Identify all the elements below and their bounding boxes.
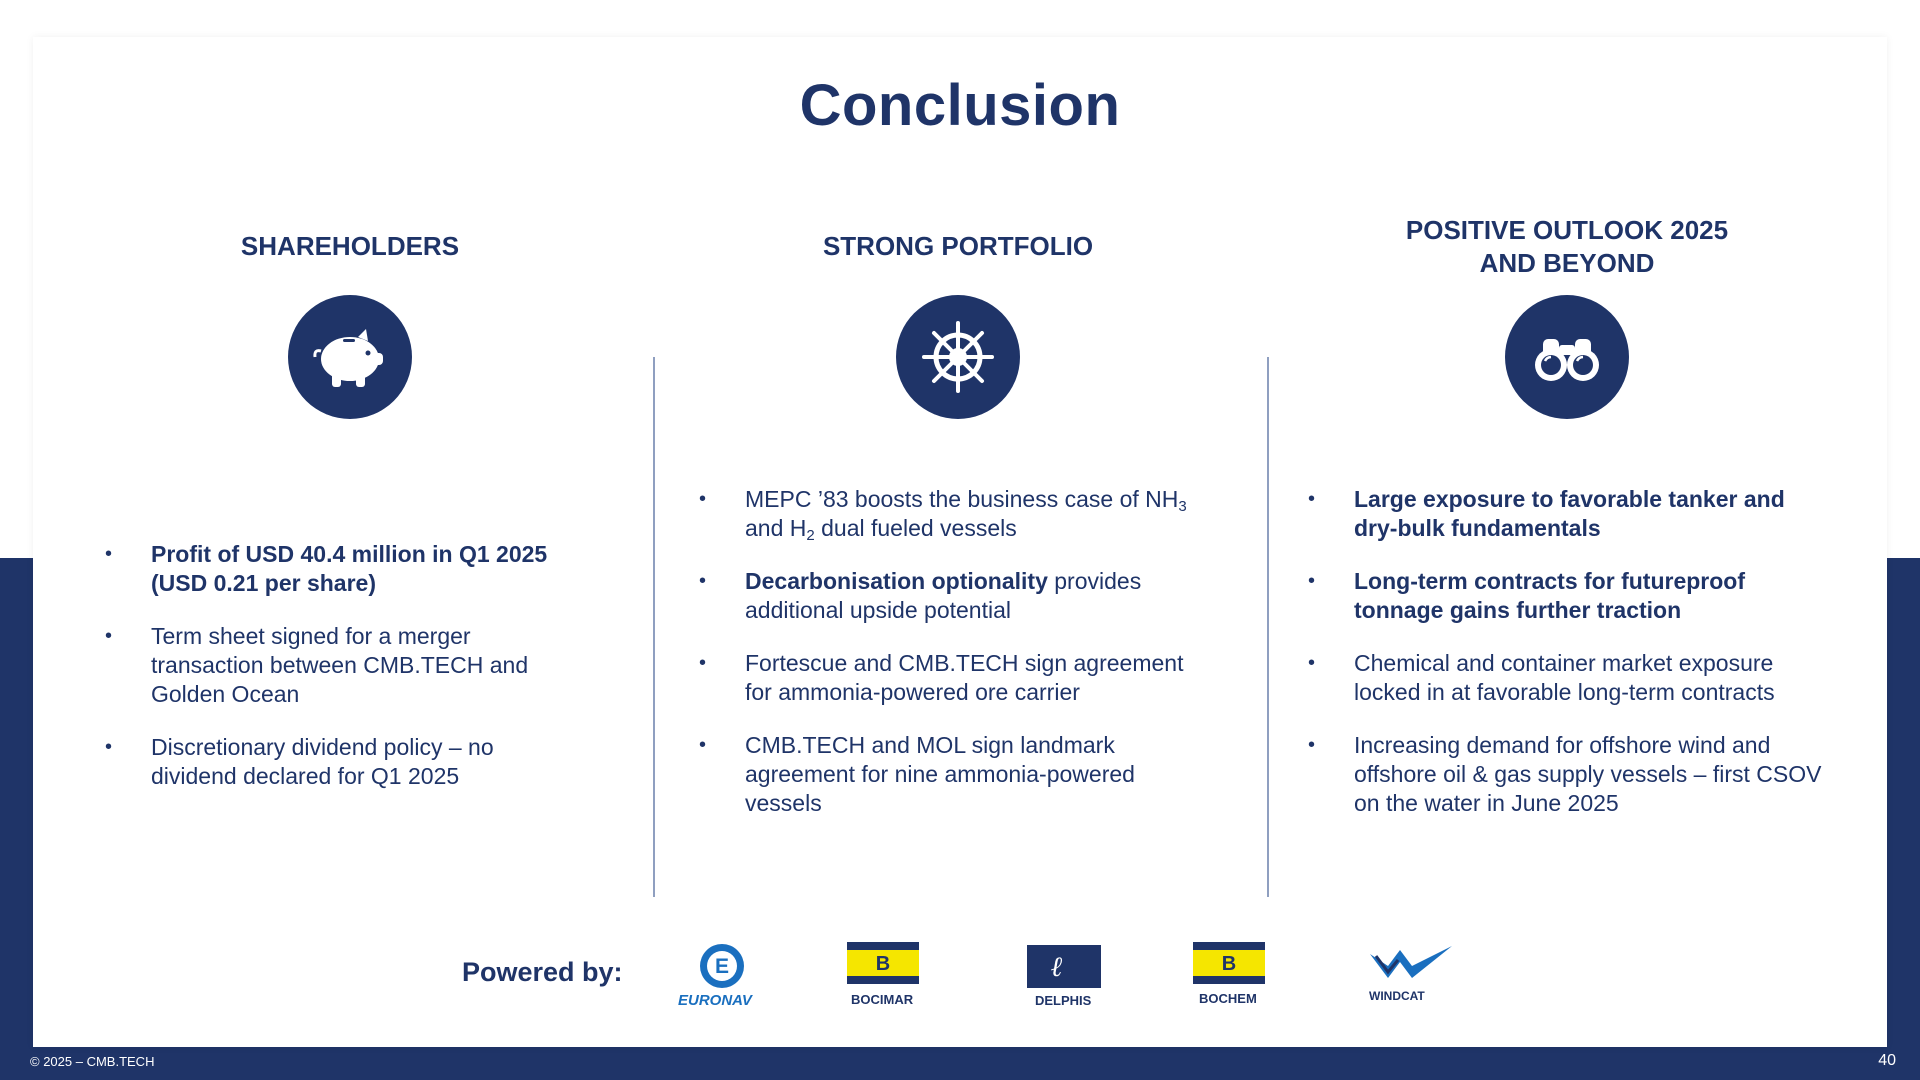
outlook-heading-line2: AND BEYOND	[1479, 248, 1655, 278]
bocimar-logo	[847, 942, 919, 1007]
bullet-item: • Discretionary dividend policy – no dividend declared for Q1 2025	[105, 734, 494, 789]
column-divider	[653, 357, 655, 897]
page-number: 40	[1878, 1052, 1896, 1069]
bullet-item: • CMB.TECH and MOL sign landmark agreement for nine ammonia-powered vessels	[699, 732, 1135, 816]
bullet-item: • Profit of USD 40.4 million in Q1 2025 (USD 0.21 per share)	[105, 541, 548, 596]
column-divider	[1267, 357, 1269, 897]
binoculars-icon	[1505, 295, 1629, 419]
delphis-logo	[1027, 942, 1101, 1008]
portfolio-bullets	[699, 485, 1199, 842]
outlook-heading	[1307, 214, 1827, 280]
powered-by-label: Powered by:	[462, 957, 623, 987]
ship-wheel-icon	[896, 295, 1020, 419]
euronav-mark: E	[714, 955, 730, 978]
bullet-item: • MEPC ’83 boosts the business case of $NH_3$ and $H_2$ dual fueled vessels	[699, 486, 1187, 544]
shareholders-bullets	[105, 540, 585, 815]
bullet-item: • Large exposure to favorable tanker and dry-bulk fundamentals	[1308, 486, 1785, 541]
bochem-caption: BOCHEM	[1199, 991, 1257, 1006]
outlook-bullets	[1308, 485, 1828, 842]
euronav-logo	[676, 942, 772, 1011]
bocimar-caption: BOCIMAR	[851, 992, 914, 1007]
slide-title: Conclusion	[799, 73, 1121, 138]
bullet-item: • Fortescue and CMB.TECH sign agreement for ammonia-powered ore carrier	[699, 650, 1184, 705]
bochem-logo	[1193, 942, 1265, 1006]
euronav-caption: EURONAV	[678, 992, 752, 1009]
bullet-item: • Long-term contracts for futureproof tonnage gains further traction	[1308, 568, 1745, 623]
delphis-caption: DELPHIS	[1035, 993, 1092, 1008]
outlook-heading-line1: POSITIVE OUTLOOK 2025	[1405, 215, 1729, 245]
windcat-caption: WINDCAT	[1369, 989, 1425, 1003]
bullet-item: • Chemical and container market exposure locked in at favorable long-term contracts	[1308, 650, 1775, 705]
delphis-mark: ℓ	[1051, 952, 1063, 983]
bullet-item: • Decarbonisation optionality provides additional upside potential	[699, 568, 1142, 623]
piggy-bank-icon	[288, 295, 412, 419]
bullet-item: • Term sheet signed for a merger transaction between CMB.TECH and Golden Ocean	[105, 623, 529, 707]
strong-portfolio-heading: STRONG PORTFOLIO	[822, 231, 1094, 261]
bullet-item: • Increasing demand for offshore wind and offshore oil & gas supply vessels – first CSOV on the water in June 2025	[1308, 732, 1822, 816]
windcat-logo	[1368, 942, 1454, 1003]
copyright: © 2025 – CMB.TECH	[30, 1054, 155, 1069]
bochem-mark: B	[1221, 953, 1237, 975]
shareholders-heading: SHAREHOLDERS	[240, 231, 460, 261]
bocimar-mark: B	[875, 953, 891, 975]
